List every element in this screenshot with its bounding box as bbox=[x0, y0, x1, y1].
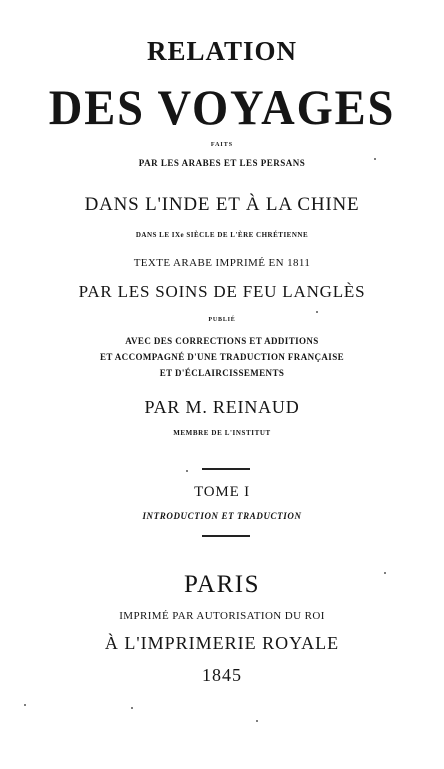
print-speck bbox=[316, 311, 318, 313]
author-affiliation: MEMBRE DE L'INSTITUT bbox=[173, 429, 271, 437]
print-speck bbox=[186, 470, 188, 472]
imprint-city: PARIS bbox=[183, 571, 261, 598]
print-speck bbox=[24, 704, 26, 706]
imprint-authorization: IMPRIMÉ PAR AUTORISATION DU ROI bbox=[119, 610, 325, 622]
imprint-printer: À L'IMPRIMERIE ROYALE bbox=[104, 633, 340, 653]
title-langles: PAR LES SOINS DE FEU LANGLÈS bbox=[78, 282, 366, 301]
imprint-year: 1845 bbox=[202, 665, 242, 685]
volume-subtitle: INTRODUCTION ET TRADUCTION bbox=[142, 511, 302, 521]
title-siecle: DANS LE IXe SIÈCLE DE L'ÈRE CHRÉTIENNE bbox=[135, 231, 309, 239]
divider-bottom bbox=[202, 535, 250, 537]
print-speck bbox=[374, 158, 376, 160]
title-inde-chine: DANS L'INDE ET À LA CHINE bbox=[84, 194, 360, 215]
volume-tome: TOME I bbox=[194, 484, 250, 500]
print-speck bbox=[384, 572, 386, 574]
title-relation: RELATION bbox=[146, 36, 298, 66]
title-texte-arabe: TEXTE ARABE IMPRIMÉ EN 1811 bbox=[133, 257, 311, 269]
title-faits: FAITS bbox=[210, 142, 234, 148]
title-des-voyages: DES VOYAGES bbox=[48, 79, 396, 135]
title-traduction: ET ACCOMPAGNÉ D'UNE TRADUCTION FRANÇAISE bbox=[99, 352, 345, 362]
title-corrections: AVEC DES CORRECTIONS ET ADDITIONS bbox=[125, 336, 319, 346]
title-eclaircissements: ET D'ÉCLAIRCISSEMENTS bbox=[159, 368, 285, 378]
print-speck bbox=[131, 707, 133, 709]
divider-top bbox=[202, 468, 250, 470]
author-name: PAR M. REINAUD bbox=[144, 397, 300, 417]
print-speck bbox=[256, 720, 258, 722]
title-publie: PUBLIÉ bbox=[208, 317, 236, 323]
title-arabes-persans: PAR LES ARABES ET LES PERSANS bbox=[138, 158, 306, 168]
